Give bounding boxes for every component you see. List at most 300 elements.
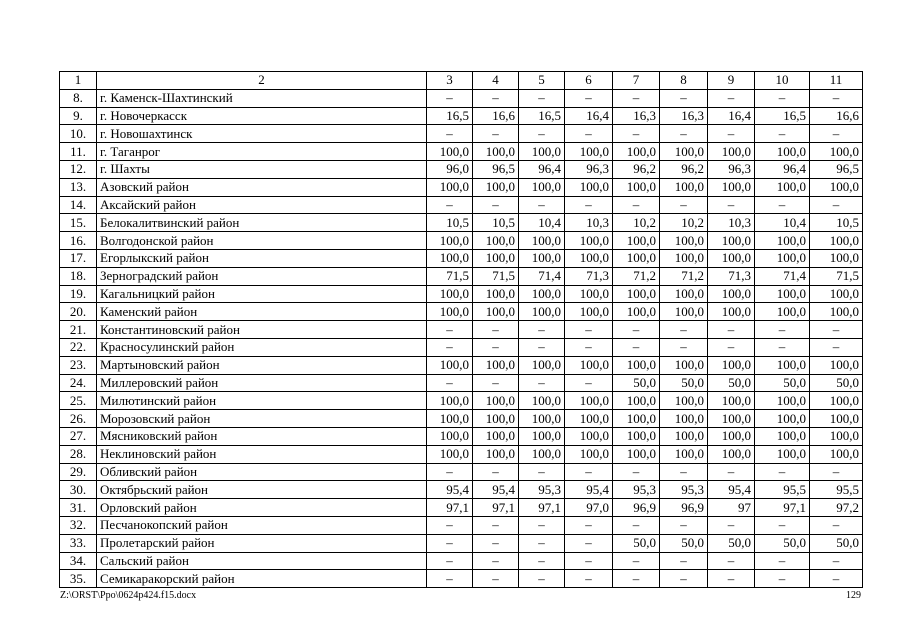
value-cell: 100,0 <box>565 445 613 463</box>
row-number-cell: 23. <box>60 356 97 374</box>
value-cell: – <box>810 338 863 356</box>
row-number-cell: 14. <box>60 196 97 214</box>
value-cell: 100,0 <box>519 285 565 303</box>
value-cell: 100,0 <box>810 249 863 267</box>
value-cell: 100,0 <box>708 392 755 410</box>
value-cell: 95,4 <box>565 481 613 499</box>
row-number-cell: 33. <box>60 534 97 552</box>
value-cell: 10,4 <box>755 214 810 232</box>
row-number-cell: 21. <box>60 321 97 339</box>
value-cell: – <box>810 552 863 570</box>
value-cell: 16,5 <box>427 107 473 125</box>
column-header: 3 <box>427 72 473 90</box>
value-cell: – <box>708 338 755 356</box>
value-cell: 71,5 <box>427 267 473 285</box>
value-cell: 95,3 <box>660 481 708 499</box>
value-cell: – <box>755 463 810 481</box>
value-cell: – <box>755 516 810 534</box>
value-cell: 100,0 <box>427 232 473 250</box>
value-cell: – <box>565 321 613 339</box>
header-row <box>60 72 863 90</box>
value-cell: 100,0 <box>810 303 863 321</box>
value-cell: 100,0 <box>708 285 755 303</box>
value-cell: – <box>473 89 519 107</box>
value-cell: 16,5 <box>519 107 565 125</box>
value-cell: 100,0 <box>565 392 613 410</box>
value-cell: 100,0 <box>755 232 810 250</box>
value-cell: 16,4 <box>708 107 755 125</box>
value-cell: 10,4 <box>519 214 565 232</box>
value-cell: 96,3 <box>708 160 755 178</box>
district-name-cell: Милютинский район <box>97 392 427 410</box>
row-number-cell: 11. <box>60 143 97 161</box>
table-row <box>60 534 863 552</box>
district-name-cell: Морозовский район <box>97 410 427 428</box>
district-name-cell: Волгодонской район <box>97 232 427 250</box>
value-cell: 50,0 <box>708 534 755 552</box>
value-cell: 96,9 <box>660 499 708 517</box>
value-cell: – <box>613 570 660 588</box>
value-cell: – <box>473 321 519 339</box>
value-cell: – <box>427 534 473 552</box>
value-cell: – <box>427 89 473 107</box>
value-cell: – <box>660 338 708 356</box>
value-cell: 97,2 <box>810 499 863 517</box>
value-cell: 97,1 <box>519 499 565 517</box>
value-cell: – <box>473 125 519 143</box>
value-cell: – <box>613 338 660 356</box>
value-cell: – <box>810 89 863 107</box>
value-cell: – <box>427 196 473 214</box>
value-cell: 100,0 <box>519 178 565 196</box>
value-cell: 100,0 <box>427 445 473 463</box>
table-row <box>60 160 863 178</box>
value-cell: 100,0 <box>473 285 519 303</box>
table-row <box>60 570 863 588</box>
value-cell: – <box>519 552 565 570</box>
value-cell: 100,0 <box>708 178 755 196</box>
row-number-cell: 26. <box>60 410 97 428</box>
value-cell: 100,0 <box>755 178 810 196</box>
district-name-cell: Константиновский район <box>97 321 427 339</box>
value-cell: – <box>613 196 660 214</box>
value-cell: 100,0 <box>427 143 473 161</box>
table-row <box>60 321 863 339</box>
value-cell: 100,0 <box>565 303 613 321</box>
value-cell: 100,0 <box>473 178 519 196</box>
value-cell: 100,0 <box>519 445 565 463</box>
value-cell: 96,5 <box>473 160 519 178</box>
value-cell: 50,0 <box>708 374 755 392</box>
value-cell: 100,0 <box>613 410 660 428</box>
value-cell: 100,0 <box>810 445 863 463</box>
district-name-cell: г. Таганрог <box>97 143 427 161</box>
column-header: 8 <box>660 72 708 90</box>
column-header: 1 <box>60 72 97 90</box>
value-cell: – <box>810 463 863 481</box>
value-cell: – <box>810 321 863 339</box>
district-name-cell: Зерноградский район <box>97 267 427 285</box>
value-cell: – <box>708 89 755 107</box>
district-name-cell: Пролетарский район <box>97 534 427 552</box>
value-cell: – <box>427 570 473 588</box>
table-row <box>60 552 863 570</box>
value-cell: 100,0 <box>473 143 519 161</box>
value-cell: – <box>519 463 565 481</box>
row-number-cell: 15. <box>60 214 97 232</box>
district-name-cell: Белокалитвинский район <box>97 214 427 232</box>
district-name-cell: Егорлыкский район <box>97 249 427 267</box>
value-cell: 100,0 <box>708 356 755 374</box>
value-cell: 100,0 <box>613 285 660 303</box>
value-cell: 100,0 <box>810 427 863 445</box>
column-header: 2 <box>97 72 427 90</box>
district-name-cell: Сальский район <box>97 552 427 570</box>
value-cell: – <box>519 534 565 552</box>
value-cell: 100,0 <box>473 392 519 410</box>
value-cell: 100,0 <box>660 178 708 196</box>
value-cell: – <box>613 463 660 481</box>
value-cell: 100,0 <box>708 143 755 161</box>
table-row <box>60 356 863 374</box>
row-number-cell: 17. <box>60 249 97 267</box>
value-cell: 100,0 <box>755 143 810 161</box>
value-cell: 100,0 <box>613 143 660 161</box>
value-cell: – <box>473 534 519 552</box>
district-name-cell: Миллеровский район <box>97 374 427 392</box>
district-name-cell: Обливский район <box>97 463 427 481</box>
value-cell: 71,5 <box>473 267 519 285</box>
value-cell: 96,9 <box>613 499 660 517</box>
value-cell: 100,0 <box>755 303 810 321</box>
value-cell: 100,0 <box>565 143 613 161</box>
value-cell: – <box>519 321 565 339</box>
value-cell: 96,3 <box>565 160 613 178</box>
table-row <box>60 410 863 428</box>
table-row <box>60 107 863 125</box>
value-cell: 100,0 <box>660 356 708 374</box>
value-cell: 97,0 <box>565 499 613 517</box>
value-cell: – <box>660 196 708 214</box>
value-cell: – <box>473 570 519 588</box>
value-cell: – <box>427 463 473 481</box>
value-cell: 100,0 <box>427 392 473 410</box>
value-cell: – <box>427 374 473 392</box>
table-row <box>60 481 863 499</box>
value-cell: 100,0 <box>473 232 519 250</box>
value-cell: 100,0 <box>810 232 863 250</box>
value-cell: 100,0 <box>660 427 708 445</box>
value-cell: 100,0 <box>708 249 755 267</box>
table-row <box>60 125 863 143</box>
value-cell: 50,0 <box>810 534 863 552</box>
value-cell: 50,0 <box>810 374 863 392</box>
value-cell: – <box>660 321 708 339</box>
value-cell: 100,0 <box>565 410 613 428</box>
value-cell: 100,0 <box>427 178 473 196</box>
row-number-cell: 27. <box>60 427 97 445</box>
value-cell: 100,0 <box>708 303 755 321</box>
value-cell: – <box>427 125 473 143</box>
row-number-cell: 34. <box>60 552 97 570</box>
value-cell: 100,0 <box>660 249 708 267</box>
value-cell: – <box>708 552 755 570</box>
value-cell: 100,0 <box>810 410 863 428</box>
district-name-cell: Песчанокопский район <box>97 516 427 534</box>
district-name-cell: Семикаракорский район <box>97 570 427 588</box>
value-cell: 100,0 <box>473 445 519 463</box>
table-row <box>60 214 863 232</box>
value-cell: 100,0 <box>613 356 660 374</box>
value-cell: 100,0 <box>810 143 863 161</box>
row-number-cell: 8. <box>60 89 97 107</box>
value-cell: 100,0 <box>473 410 519 428</box>
value-cell: – <box>473 338 519 356</box>
value-cell: – <box>565 570 613 588</box>
value-cell: 100,0 <box>660 410 708 428</box>
value-cell: 100,0 <box>613 232 660 250</box>
district-name-cell: Каменский район <box>97 303 427 321</box>
value-cell: 100,0 <box>565 285 613 303</box>
value-cell: 100,0 <box>660 392 708 410</box>
value-cell: 96,2 <box>660 160 708 178</box>
row-number-cell: 28. <box>60 445 97 463</box>
value-cell: – <box>473 552 519 570</box>
value-cell: 100,0 <box>565 232 613 250</box>
value-cell: – <box>565 534 613 552</box>
value-cell: 100,0 <box>565 249 613 267</box>
value-cell: 100,0 <box>755 285 810 303</box>
value-cell: – <box>660 570 708 588</box>
row-number-cell: 13. <box>60 178 97 196</box>
value-cell: – <box>708 125 755 143</box>
value-cell: 100,0 <box>565 427 613 445</box>
value-cell: 100,0 <box>755 392 810 410</box>
district-name-cell: Неклиновский район <box>97 445 427 463</box>
row-number-cell: 18. <box>60 267 97 285</box>
value-cell: – <box>565 338 613 356</box>
value-cell: 96,4 <box>755 160 810 178</box>
value-cell: 16,3 <box>613 107 660 125</box>
value-cell: – <box>565 516 613 534</box>
value-cell: 100,0 <box>565 178 613 196</box>
value-cell: – <box>519 374 565 392</box>
value-cell: – <box>660 516 708 534</box>
value-cell: – <box>810 196 863 214</box>
value-cell: – <box>427 516 473 534</box>
value-cell: – <box>810 516 863 534</box>
value-cell: – <box>473 196 519 214</box>
value-cell: 100,0 <box>427 303 473 321</box>
value-cell: – <box>613 516 660 534</box>
value-cell: 100,0 <box>473 356 519 374</box>
value-cell: 100,0 <box>519 249 565 267</box>
value-cell: 95,3 <box>519 481 565 499</box>
value-cell: – <box>708 463 755 481</box>
value-cell: 100,0 <box>427 285 473 303</box>
value-cell: 100,0 <box>613 427 660 445</box>
value-cell: – <box>519 516 565 534</box>
district-name-cell: г. Новошахтинск <box>97 125 427 143</box>
value-cell: 71,2 <box>613 267 660 285</box>
value-cell: – <box>565 463 613 481</box>
value-cell: – <box>755 338 810 356</box>
value-cell: 95,4 <box>708 481 755 499</box>
value-cell: 100,0 <box>473 303 519 321</box>
value-cell: 96,2 <box>613 160 660 178</box>
value-cell: – <box>660 89 708 107</box>
table-row <box>60 516 863 534</box>
row-number-cell: 29. <box>60 463 97 481</box>
value-cell: 100,0 <box>660 303 708 321</box>
value-cell: 16,3 <box>660 107 708 125</box>
value-cell: 100,0 <box>519 392 565 410</box>
value-cell: 100,0 <box>519 232 565 250</box>
value-cell: 10,2 <box>660 214 708 232</box>
value-cell: – <box>755 570 810 588</box>
value-cell: 50,0 <box>660 374 708 392</box>
column-header: 11 <box>810 72 863 90</box>
value-cell: 100,0 <box>810 285 863 303</box>
district-name-cell: Кагальницкий район <box>97 285 427 303</box>
table-row <box>60 499 863 517</box>
value-cell: 100,0 <box>708 445 755 463</box>
value-cell: 10,3 <box>565 214 613 232</box>
value-cell: 100,0 <box>755 445 810 463</box>
footer-page-number: 129 <box>846 590 861 601</box>
value-cell: – <box>613 552 660 570</box>
district-name-cell: Мартыновский район <box>97 356 427 374</box>
row-number-cell: 30. <box>60 481 97 499</box>
value-cell: 97,1 <box>427 499 473 517</box>
value-cell: – <box>565 196 613 214</box>
value-cell: 100,0 <box>427 356 473 374</box>
value-cell: 100,0 <box>519 427 565 445</box>
value-cell: – <box>708 516 755 534</box>
row-number-cell: 19. <box>60 285 97 303</box>
table-row <box>60 249 863 267</box>
value-cell: 100,0 <box>708 232 755 250</box>
district-name-cell: Азовский район <box>97 178 427 196</box>
table-row <box>60 267 863 285</box>
value-cell: 100,0 <box>519 410 565 428</box>
value-cell: 100,0 <box>613 303 660 321</box>
value-cell: 100,0 <box>613 249 660 267</box>
value-cell: 100,0 <box>755 249 810 267</box>
value-cell: – <box>660 463 708 481</box>
value-cell: 100,0 <box>660 232 708 250</box>
value-cell: 95,4 <box>427 481 473 499</box>
column-header: 9 <box>708 72 755 90</box>
value-cell: – <box>519 125 565 143</box>
value-cell: 71,3 <box>565 267 613 285</box>
value-cell: 95,3 <box>613 481 660 499</box>
table-row <box>60 392 863 410</box>
value-cell: 100,0 <box>810 178 863 196</box>
district-name-cell: г. Каменск-Шахтинский <box>97 89 427 107</box>
row-number-cell: 32. <box>60 516 97 534</box>
value-cell: – <box>708 570 755 588</box>
column-header: 10 <box>755 72 810 90</box>
footer-file-path: Z:\ORST\Ppo\0624p424.f15.docx <box>60 590 197 601</box>
value-cell: 10,3 <box>708 214 755 232</box>
district-name-cell: Орловский район <box>97 499 427 517</box>
value-cell: 95,5 <box>810 481 863 499</box>
value-cell: 50,0 <box>755 374 810 392</box>
value-cell: 71,4 <box>519 267 565 285</box>
data-table <box>59 71 863 588</box>
column-header: 7 <box>613 72 660 90</box>
district-name-cell: Красносулинский район <box>97 338 427 356</box>
value-cell: 50,0 <box>613 534 660 552</box>
row-number-cell: 35. <box>60 570 97 588</box>
table-body <box>60 89 863 587</box>
value-cell: 100,0 <box>519 303 565 321</box>
district-name-cell: Аксайский район <box>97 196 427 214</box>
value-cell: 100,0 <box>810 356 863 374</box>
value-cell: 100,0 <box>755 356 810 374</box>
column-header: 6 <box>565 72 613 90</box>
column-header: 5 <box>519 72 565 90</box>
table-row <box>60 374 863 392</box>
table-row <box>60 303 863 321</box>
value-cell: 100,0 <box>613 392 660 410</box>
value-cell: 100,0 <box>565 356 613 374</box>
value-cell: 10,5 <box>473 214 519 232</box>
value-cell: 71,4 <box>755 267 810 285</box>
value-cell: – <box>427 552 473 570</box>
district-name-cell: г. Шахты <box>97 160 427 178</box>
value-cell: – <box>755 321 810 339</box>
value-cell: 96,0 <box>427 160 473 178</box>
value-cell: 16,4 <box>565 107 613 125</box>
value-cell: – <box>810 570 863 588</box>
value-cell: 100,0 <box>427 427 473 445</box>
value-cell: – <box>810 125 863 143</box>
value-cell: – <box>755 196 810 214</box>
value-cell: – <box>519 338 565 356</box>
value-cell: 100,0 <box>660 143 708 161</box>
value-cell: 96,5 <box>810 160 863 178</box>
value-cell: 97 <box>708 499 755 517</box>
value-cell: – <box>565 89 613 107</box>
value-cell: 10,5 <box>810 214 863 232</box>
value-cell: 50,0 <box>613 374 660 392</box>
column-header: 4 <box>473 72 519 90</box>
value-cell: – <box>473 374 519 392</box>
value-cell: 100,0 <box>473 249 519 267</box>
value-cell: – <box>755 89 810 107</box>
value-cell: 50,0 <box>660 534 708 552</box>
value-cell: – <box>473 463 519 481</box>
value-cell: 100,0 <box>473 427 519 445</box>
row-number-cell: 20. <box>60 303 97 321</box>
value-cell: – <box>660 552 708 570</box>
table-row <box>60 178 863 196</box>
value-cell: 71,3 <box>708 267 755 285</box>
district-name-cell: Мясниковский район <box>97 427 427 445</box>
value-cell: 95,5 <box>755 481 810 499</box>
value-cell: 10,2 <box>613 214 660 232</box>
value-cell: – <box>473 516 519 534</box>
row-number-cell: 10. <box>60 125 97 143</box>
value-cell: – <box>519 196 565 214</box>
value-cell: 100,0 <box>810 392 863 410</box>
value-cell: – <box>613 321 660 339</box>
table-row <box>60 232 863 250</box>
value-cell: – <box>427 338 473 356</box>
table-row <box>60 338 863 356</box>
